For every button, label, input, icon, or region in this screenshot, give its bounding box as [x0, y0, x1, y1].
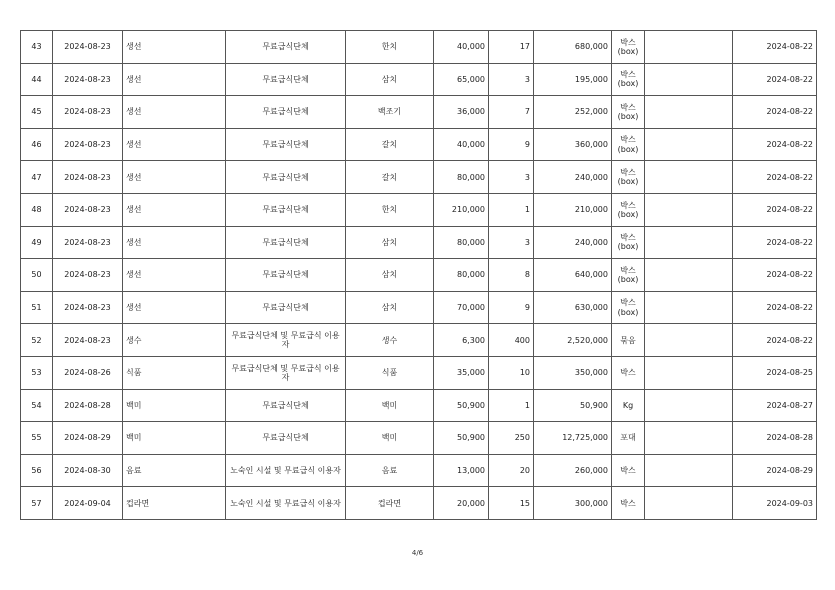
table-row: [21, 259, 817, 292]
cell-unit-price: 210,000: [434, 193, 489, 226]
table-row: [21, 291, 817, 324]
unit-sublabel: (box): [617, 177, 639, 187]
cell-unit-price: 50,900: [434, 389, 489, 422]
cell-unit: [612, 422, 645, 455]
cell-pay-date: 2024-08-29: [733, 454, 817, 487]
cell-unit: [612, 193, 645, 226]
table-row: [21, 389, 817, 422]
cell-blank: [645, 487, 733, 520]
unit-label: 박스: [620, 265, 636, 275]
cell-quantity: 3: [489, 226, 534, 259]
cell-no: 53: [21, 356, 53, 389]
cell-quantity: 1: [489, 389, 534, 422]
unit-sublabel: (box): [617, 274, 639, 284]
cell-unit: [612, 96, 645, 129]
cell-item: 백미: [346, 422, 434, 455]
cell-unit-price: 36,000: [434, 96, 489, 129]
table-row: [21, 31, 817, 64]
cell-blank: [645, 454, 733, 487]
cell-target: 노숙인 시설 및 무료급식 이용자: [226, 454, 346, 487]
cell-target: 무료급식단체: [226, 96, 346, 129]
cell-date: 2024-08-23: [53, 291, 123, 324]
cell-pay-date: 2024-08-22: [733, 291, 817, 324]
cell-blank: [645, 31, 733, 64]
cell-date: 2024-08-23: [53, 324, 123, 357]
cell-no: 49: [21, 226, 53, 259]
cell-date: 2024-08-30: [53, 454, 123, 487]
unit-label: 박스: [620, 465, 636, 475]
cell-no: 57: [21, 487, 53, 520]
cell-target: 무료급식단체 및 무료급식 이용자: [226, 356, 346, 389]
cell-pay-date: 2024-08-22: [733, 63, 817, 96]
unit-sublabel: (box): [617, 307, 639, 317]
cell-date: 2024-09-04: [53, 487, 123, 520]
cell-category: 생선: [123, 226, 226, 259]
unit-sublabel: (box): [617, 242, 639, 252]
cell-date: 2024-08-23: [53, 96, 123, 129]
cell-category: 생선: [123, 31, 226, 64]
cell-unit: [612, 454, 645, 487]
cell-quantity: 1: [489, 193, 534, 226]
cell-pay-date: 2024-08-22: [733, 259, 817, 292]
cell-no: 54: [21, 389, 53, 422]
cell-amount: 50,900: [534, 389, 612, 422]
table-row: [21, 454, 817, 487]
cell-quantity: 17: [489, 31, 534, 64]
cell-category: 백미: [123, 422, 226, 455]
cell-no: 45: [21, 96, 53, 129]
cell-item: 한치: [346, 31, 434, 64]
cell-item: 갈치: [346, 161, 434, 194]
cell-category: 생선: [123, 259, 226, 292]
cell-no: 52: [21, 324, 53, 357]
cell-blank: [645, 63, 733, 96]
cell-item: 한치: [346, 193, 434, 226]
cell-quantity: 9: [489, 291, 534, 324]
cell-target: 무료급식단체: [226, 161, 346, 194]
cell-quantity: 10: [489, 356, 534, 389]
cell-pay-date: 2024-08-22: [733, 324, 817, 357]
table-row: [21, 96, 817, 129]
cell-amount: 12,725,000: [534, 422, 612, 455]
cell-pay-date: 2024-08-22: [733, 193, 817, 226]
cell-unit-price: 65,000: [434, 63, 489, 96]
cell-date: 2024-08-28: [53, 389, 123, 422]
cell-unit-price: 50,900: [434, 422, 489, 455]
cell-no: 56: [21, 454, 53, 487]
unit-label: 박스: [620, 70, 636, 80]
unit-label: 박스: [620, 498, 636, 508]
cell-unit: [612, 31, 645, 64]
cell-no: 48: [21, 193, 53, 226]
cell-target: 무료급식단체: [226, 389, 346, 422]
cell-pay-date: 2024-08-27: [733, 389, 817, 422]
cell-date: 2024-08-23: [53, 128, 123, 161]
cell-category: 생선: [123, 63, 226, 96]
cell-pay-date: 2024-08-22: [733, 96, 817, 129]
cell-date: 2024-08-23: [53, 193, 123, 226]
cell-unit-price: 80,000: [434, 161, 489, 194]
cell-blank: [645, 422, 733, 455]
cell-item: 삼치: [346, 259, 434, 292]
unit-label: 박스: [620, 37, 636, 47]
cell-unit: [612, 161, 645, 194]
cell-quantity: 20: [489, 454, 534, 487]
cell-unit-price: 35,000: [434, 356, 489, 389]
cell-unit: [612, 389, 645, 422]
cell-pay-date: 2024-09-03: [733, 487, 817, 520]
cell-pay-date: 2024-08-22: [733, 226, 817, 259]
cell-pay-date: 2024-08-22: [733, 128, 817, 161]
cell-category: 백미: [123, 389, 226, 422]
cell-target: 무료급식단체: [226, 128, 346, 161]
cell-blank: [645, 128, 733, 161]
cell-unit-price: 6,300: [434, 324, 489, 357]
cell-amount: 2,520,000: [534, 324, 612, 357]
table-row: [21, 324, 817, 357]
cell-amount: 300,000: [534, 487, 612, 520]
table-row: [21, 63, 817, 96]
cell-blank: [645, 356, 733, 389]
cell-category: 컵라면: [123, 487, 226, 520]
cell-category: 식품: [123, 356, 226, 389]
cell-item: 삼치: [346, 291, 434, 324]
cell-date: 2024-08-23: [53, 63, 123, 96]
cell-category: 생선: [123, 96, 226, 129]
cell-unit: [612, 63, 645, 96]
cell-no: 43: [21, 31, 53, 64]
cell-blank: [645, 291, 733, 324]
unit-label: 박스: [620, 135, 636, 145]
cell-item: 백조기: [346, 96, 434, 129]
cell-amount: 195,000: [534, 63, 612, 96]
unit-label: 박스: [620, 368, 636, 378]
cell-date: 2024-08-26: [53, 356, 123, 389]
cell-no: 51: [21, 291, 53, 324]
cell-target: 무료급식단체: [226, 63, 346, 96]
cell-amount: 350,000: [534, 356, 612, 389]
cell-quantity: 9: [489, 128, 534, 161]
cell-date: 2024-08-29: [53, 422, 123, 455]
unit-label: 박스: [620, 167, 636, 177]
unit-sublabel: (box): [617, 144, 639, 154]
unit-label: 박스: [620, 298, 636, 308]
cell-target: 무료급식단체: [226, 31, 346, 64]
cell-unit: [612, 291, 645, 324]
unit-label: 묶음: [620, 335, 636, 345]
ledger-table: [20, 30, 817, 520]
cell-no: 50: [21, 259, 53, 292]
table-row: [21, 422, 817, 455]
cell-quantity: 15: [489, 487, 534, 520]
unit-sublabel: (box): [617, 111, 639, 121]
cell-blank: [645, 161, 733, 194]
cell-amount: 640,000: [534, 259, 612, 292]
cell-amount: 630,000: [534, 291, 612, 324]
cell-category: 생선: [123, 291, 226, 324]
unit-label: 박스: [620, 233, 636, 243]
unit-sublabel: (box): [617, 46, 639, 56]
cell-amount: 252,000: [534, 96, 612, 129]
cell-no: 44: [21, 63, 53, 96]
table-row: [21, 356, 817, 389]
cell-target: 무료급식단체: [226, 226, 346, 259]
cell-item: 삼치: [346, 226, 434, 259]
cell-item: 갈치: [346, 128, 434, 161]
cell-unit: [612, 259, 645, 292]
cell-amount: 210,000: [534, 193, 612, 226]
cell-target: 무료급식단체: [226, 422, 346, 455]
cell-unit: [612, 128, 645, 161]
cell-unit: [612, 226, 645, 259]
cell-date: 2024-08-23: [53, 226, 123, 259]
unit-sublabel: (box): [617, 79, 639, 89]
cell-blank: [645, 193, 733, 226]
unit-label: 박스: [620, 102, 636, 112]
cell-unit-price: 13,000: [434, 454, 489, 487]
cell-target: 무료급식단체 및 무료급식 이용자: [226, 324, 346, 357]
cell-quantity: 8: [489, 259, 534, 292]
cell-item: 삼치: [346, 63, 434, 96]
unit-sublabel: (box): [617, 209, 639, 219]
ledger-body: [21, 31, 817, 520]
cell-item: 생수: [346, 324, 434, 357]
cell-pay-date: 2024-08-28: [733, 422, 817, 455]
cell-unit: [612, 324, 645, 357]
cell-date: 2024-08-23: [53, 161, 123, 194]
unit-label: 박스: [620, 200, 636, 210]
cell-unit-price: 80,000: [434, 226, 489, 259]
cell-no: 46: [21, 128, 53, 161]
unit-label: 포대: [620, 433, 636, 443]
cell-category: 생선: [123, 128, 226, 161]
cell-blank: [645, 259, 733, 292]
unit-label: Kg: [622, 400, 634, 410]
cell-amount: 680,000: [534, 31, 612, 64]
cell-unit-price: 80,000: [434, 259, 489, 292]
cell-date: 2024-08-23: [53, 31, 123, 64]
cell-quantity: 3: [489, 63, 534, 96]
cell-item: 음료: [346, 454, 434, 487]
cell-quantity: 250: [489, 422, 534, 455]
cell-category: 생선: [123, 161, 226, 194]
cell-pay-date: 2024-08-25: [733, 356, 817, 389]
cell-quantity: 3: [489, 161, 534, 194]
cell-blank: [645, 226, 733, 259]
cell-category: 생수: [123, 324, 226, 357]
cell-blank: [645, 96, 733, 129]
cell-date: 2024-08-23: [53, 259, 123, 292]
table-row: [21, 161, 817, 194]
cell-blank: [645, 389, 733, 422]
table-row: [21, 193, 817, 226]
cell-pay-date: 2024-08-22: [733, 161, 817, 194]
cell-unit-price: 70,000: [434, 291, 489, 324]
cell-target: 노숙인 시설 및 무료급식 이용자: [226, 487, 346, 520]
cell-quantity: 7: [489, 96, 534, 129]
cell-category: 음료: [123, 454, 226, 487]
cell-target: 무료급식단체: [226, 259, 346, 292]
cell-item: 컵라면: [346, 487, 434, 520]
cell-unit-price: 20,000: [434, 487, 489, 520]
cell-amount: 360,000: [534, 128, 612, 161]
cell-no: 47: [21, 161, 53, 194]
cell-quantity: 400: [489, 324, 534, 357]
cell-unit-price: 40,000: [434, 128, 489, 161]
cell-item: 식품: [346, 356, 434, 389]
cell-item: 백미: [346, 389, 434, 422]
cell-no: 55: [21, 422, 53, 455]
cell-amount: 240,000: [534, 226, 612, 259]
cell-unit-price: 40,000: [434, 31, 489, 64]
cell-category: 생선: [123, 193, 226, 226]
table-row: [21, 487, 817, 520]
table-row: [21, 128, 817, 161]
cell-amount: 260,000: [534, 454, 612, 487]
page-number: 4/6: [411, 549, 424, 557]
table-row: [21, 226, 817, 259]
cell-amount: 240,000: [534, 161, 612, 194]
cell-unit: [612, 487, 645, 520]
cell-blank: [645, 324, 733, 357]
cell-target: 무료급식단체: [226, 291, 346, 324]
cell-unit: [612, 356, 645, 389]
cell-target: 무료급식단체: [226, 193, 346, 226]
cell-pay-date: 2024-08-22: [733, 31, 817, 64]
